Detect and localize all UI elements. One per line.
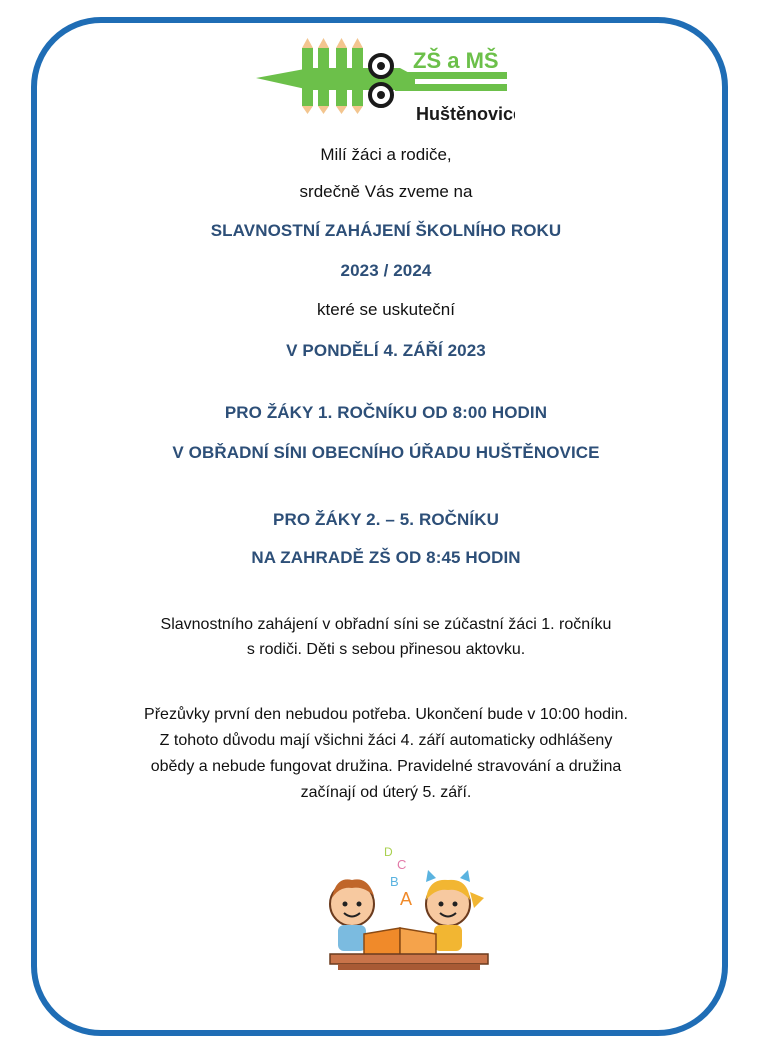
- note2-line2: Z tohoto důvodu mají všichni žáci 4. září automaticky odhlášeny: [159, 732, 613, 749]
- kids-reading-illustration: [324, 842, 494, 972]
- first-grade-time: PRO ŽÁKY 1. ROČNÍKU OD 8:00 HODIN: [224, 403, 548, 422]
- logo-town: Huštěnovice: [416, 104, 515, 124]
- kids-book-icon: [324, 842, 494, 972]
- note2-line3: obědy a nebude fungovat družina. Pravidelné stravování a družina: [150, 758, 622, 775]
- other-grades: PRO ŽÁKY 2. – 5. ROČNÍKU: [273, 510, 499, 529]
- crocodile-pencil-icon: [250, 38, 515, 126]
- letter-b: B: [390, 874, 399, 889]
- school-logo: [250, 38, 515, 126]
- note1-line1: Slavnostního zahájení v obřadní síni se zúčastní žáci 1. ročníku: [160, 616, 612, 633]
- letter-a: A: [400, 889, 413, 909]
- event-date: V PONDĚLÍ 4. ZÁŘÍ 2023: [286, 341, 486, 360]
- event-title: SLAVNOSTNÍ ZAHÁJENÍ ŠKOLNÍHO ROKU: [210, 221, 562, 240]
- school-year: 2023 / 2024: [340, 261, 432, 280]
- note2-line1: Přezůvky první den nebudou potřeba. Ukončení bude v 10:00 hodin.: [144, 706, 628, 723]
- invite-text: srdečně Vás zveme na: [299, 182, 473, 201]
- greeting: Milí žáci a rodiče,: [320, 145, 452, 164]
- note1-line2: s rodiči. Děti s sebou přinesou aktovku.: [246, 641, 526, 658]
- which-text: které se uskuteční: [317, 300, 455, 319]
- note2-line4: začínají od úterý 5. září.: [300, 784, 472, 801]
- letter-c: C: [397, 857, 407, 872]
- letter-d: D: [384, 845, 393, 859]
- first-grade-place: V OBŘADNÍ SÍNI OBECNÍHO ÚŘADU HUŠTĚNOVICE: [172, 443, 600, 462]
- other-grades-place: NA ZAHRADĚ ZŠ OD 8:45 HODIN: [251, 548, 521, 567]
- logo-school-abbr: ZŠ a MŠ: [413, 48, 499, 73]
